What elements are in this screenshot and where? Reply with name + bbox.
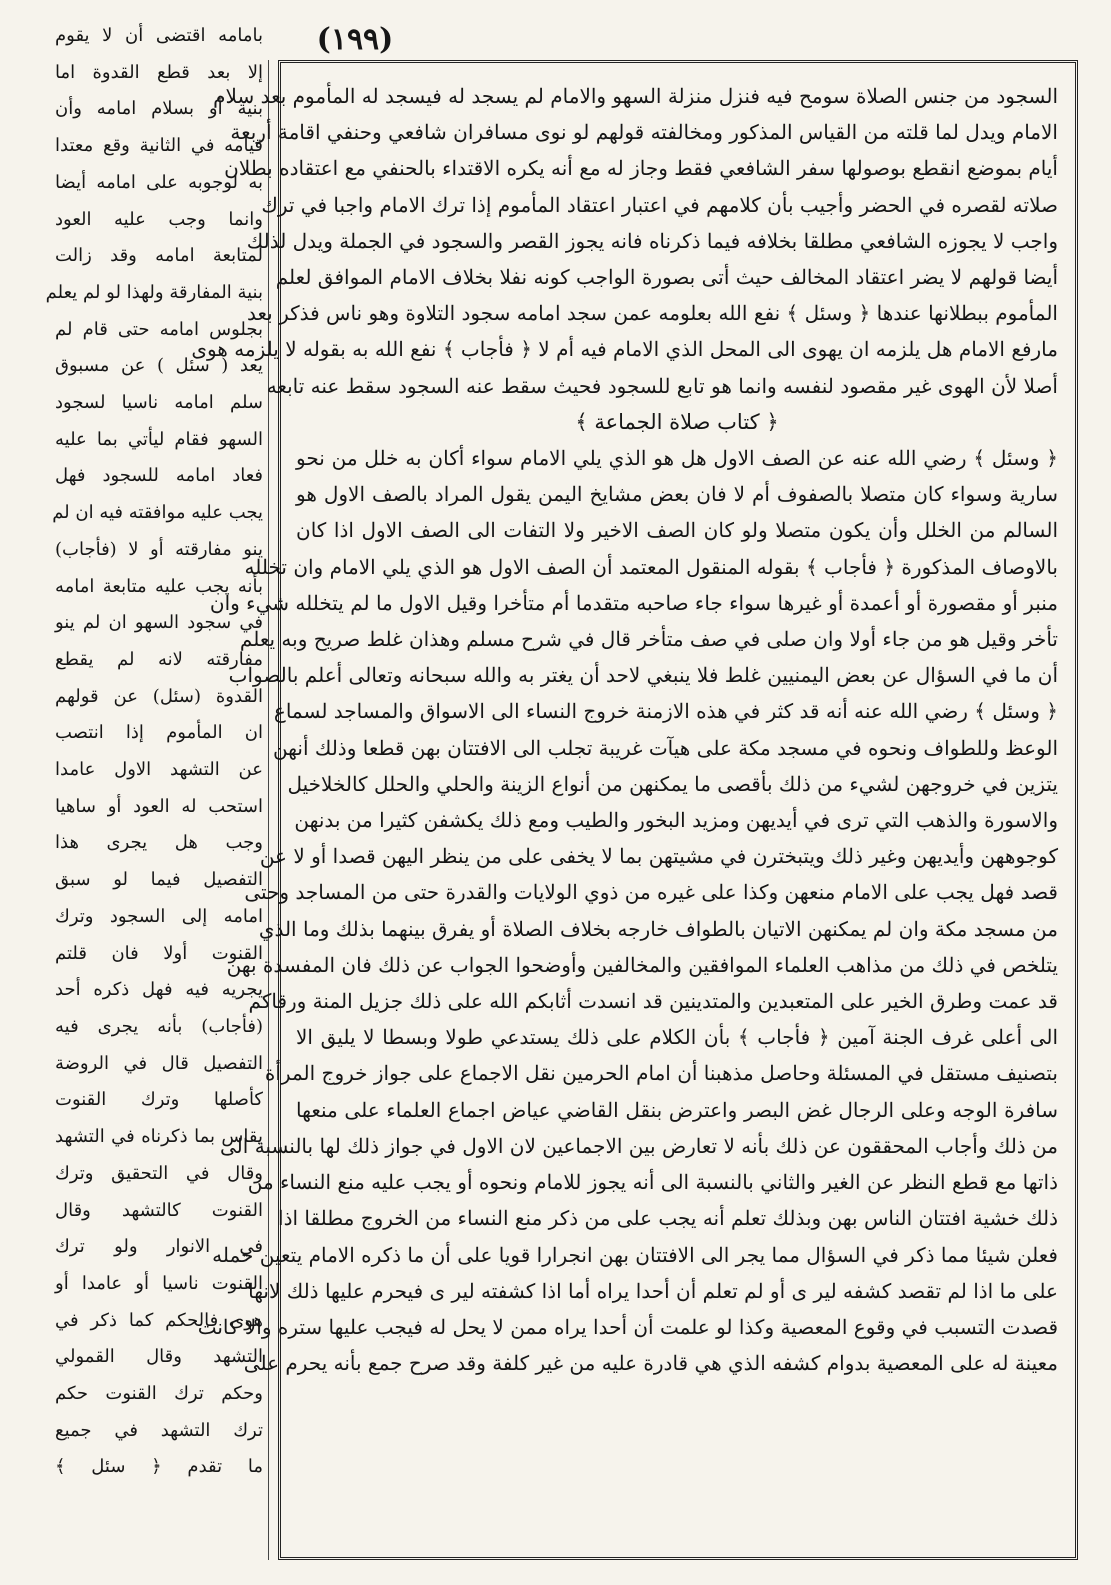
text-line: على ما اذا لم تقصد كشفه لير ى أو لم تعلم أن أحدا يراه أما اذا كشفته لير ى فيحرم عليها ذلك لانها	[248, 1278, 1058, 1303]
margin-line: وجب هل يجرى هذا	[55, 832, 263, 854]
text-line: صلاته لقصره في الحضر وأجيب بأن كلامهم في اعتبار اعتقاد المأموم إذا ترك الامام واجبا في ترك	[261, 192, 1058, 217]
text-line: ذلك خشية افتتان الناس بهن وبذلك تعلم أنه يجب على من ذكر منع النساء من الخروج مطلقا اذا	[278, 1206, 1058, 1231]
text-line: الوعظ وللطواف ونحوه في مسجد مكة على هيآت غريبة تجلب الى الافتتان بهن قطعا وذلك أنهن	[272, 735, 1058, 760]
margin-line: بأنه يجب عليه متابعة امامه	[55, 575, 263, 597]
text-line: السالم من الخلل وأن يكون متصلا ولو كان الصف الاخير ولا التفات الى الصف الاول اذا كان	[296, 518, 1058, 543]
margin-line: القنوت كالتشهد وقال	[55, 1199, 263, 1221]
margin-line: عن التشهد الاول عامدا	[55, 759, 263, 781]
margin-line: القدوة (سئل) عن قولهم	[55, 685, 263, 707]
text-line: كوجوههن وأيديهن وغير ذلك ويتبخترن في مشيتهن بما لا يخفى على من ينظر اليهن قصدا أو لا عن	[259, 844, 1058, 869]
margin-line: بامامه اقتضى أن لا يقوم	[55, 25, 263, 46]
margin-line: بنية المفارقة ولهذا لو لم يعلم	[45, 281, 263, 303]
text-line: أيام بموضع انقطع بوصولها سفر الشافعي فقط وجاز له مع أنه يكره الاقتداء بالحنفي مع اعتقاده بطلان	[224, 156, 1058, 181]
margin-line: فعاد امامه للسجود فهل	[55, 465, 263, 487]
margin-line: القنوت أولا فان قلتم	[55, 942, 263, 964]
margin-line: التشهد وقال القمولي	[55, 1346, 263, 1368]
text-line: يتلخص في ذلك من مذاهب العلماء الموافقين والمخالفين وأوضحوا الجواب عن ذلك فان المفسدة بهن	[226, 952, 1058, 977]
margin-line: لمتابعة امامه وقد زالت	[55, 245, 263, 267]
margin-line: يجب عليه موافقته فيه ان لم	[52, 502, 263, 524]
margin-line: يقاس بما ذكرناه في التشهد	[55, 1126, 263, 1148]
main-text-column	[191, 78, 1058, 1543]
margin-line: وقال في التحقيق وترك	[55, 1162, 263, 1184]
margin-commentary-column	[45, 18, 263, 1563]
text-line: ذاتها مع قطع النظر عن الغير والثاني بالنسبة الى أنه يجوز للامام ونحوه أو يجب عليه منع النساء من	[247, 1170, 1058, 1195]
margin-line: ينو مفارقته أو لا (فأجاب)	[55, 538, 263, 560]
margin-line: ما تقدم ﴿ سئل ﴾	[55, 1456, 263, 1478]
text-line: من مسجد مكة وان لم يمكنهن الاتيان بالطواف خارجه بخلاف الصلاة أو يفرق بينهما بذلك وما الذي	[258, 916, 1058, 941]
text-line: يتزين في خروجهن لشيء من ذلك بأقصى ما يمكنهن من أنواع الزينة والحلي والحلل كالخلاخيل	[287, 771, 1058, 796]
text-line: أصلا لأن الهوى غير مقصود لنفسه وانما هو تابع للسجود فحيث سقط عنه السجود سقط عنه تابعه	[266, 373, 1058, 398]
text-line: منبر أو مقصورة أو أعمدة أو غيرها سواء جاء صاحبه متقدما أم متأخرا وقيل الاول ما لم يتخلله شيء وان	[209, 590, 1058, 615]
text-line: سافرة الوجه وعلى الرجال غض البصر واعترض بنقل القاضي عياض اجماع العلماء على منعها	[296, 1097, 1058, 1122]
text-line: معينة له على المعصية بدوام كشفه الذي هي قادرة عليه من غير كلفة وقد صرح جمع بأنه يحرم على	[243, 1351, 1058, 1376]
margin-line: وحكم ترك القنوت حكم	[55, 1383, 263, 1405]
margin-line: بنية أو بسلام امامه وأن	[55, 98, 263, 120]
margin-line: استحب له العود أو ساهيا	[55, 795, 263, 817]
margin-line: التفصيل قال في الروضة	[55, 1052, 263, 1074]
text-line: من ذلك وأجاب المحققون عن ذلك بأنه لا تعارض بين الاجماعين لان الاول في جواز ذلك لها بالنسبة الى	[220, 1133, 1058, 1158]
text-line: تأخر وقيل هو من جاء أولا وان صلى في صف متأخر قال في شرح مسلم وهذان غلط صريح وبه يعلم	[239, 627, 1058, 652]
chapter-heading: ﴿ كتاب صلاة الجماعة ﴾	[575, 409, 779, 434]
margin-line: ترك التشهد في جميع	[55, 1419, 263, 1441]
margin-line: مفارقته لانه لم يقطع	[55, 648, 263, 670]
margin-line: يعد ( سئل ) عن مسبوق	[55, 355, 263, 377]
margin-line: السهو فقام ليأتي بما عليه	[55, 428, 263, 450]
margin-line: امامه إلى السجود وترك	[55, 905, 263, 927]
text-line: والاسورة والذهب التي ترى في أيديهن ومزيد البخور والطيب ومع ذلك يكشفن كثيرا من بدنهن	[294, 808, 1058, 833]
text-line: السجود من جنس الصلاة سومح فيه فنزل منزلة السهو والامام لم يسجد له فيسجد له المأموم بعد سلام	[213, 84, 1058, 108]
margin-line: إلا بعد قطع القدوة اما	[55, 61, 263, 83]
margin-line: سلم امامه ناسيا لسجود	[55, 392, 263, 414]
page-number: (١٩٩)	[316, 22, 394, 57]
text-line: مارفع الامام هل يلزمه ان يهوى الى المحل الذي الامام فيه أم لا ﴿ فأجاب ﴾ نفع الله به بقوله لا يلزمه هوى	[191, 337, 1058, 362]
text-line: ﴿ وسئل ﴾ رضي الله عنه أنه قد كثر في هذه الازمنة خروج النساء الى الاسواق والمساجد لسماع	[273, 699, 1058, 724]
margin-line: ان المأموم إذا انتصب	[55, 722, 263, 744]
text-line: الى أعلى غرف الجنة آمين ﴿ فأجاب ﴾ بأن الكلام على ذلك يستدعي طولا وبسطا لا يليق الا	[296, 1025, 1058, 1050]
margin-line: التفصيل فيما لو سبق	[55, 869, 263, 891]
margin-line: به لوجوبه على امامه أيضا	[55, 171, 263, 193]
text-line: بتصنيف مستقل في المسئلة وحاصل مذهبنا أن امام الحرمين نقل الاجماع على جواز خروج المرأة	[264, 1061, 1058, 1086]
margin-line: (فأجاب) بأنه يجرى فيه	[55, 1015, 263, 1037]
text-line: قد عمت وطرق الخير على المتعبدين والمتدينين قد انسدت أثابكم الله على ذلك جزيل المنة ورقاكم	[248, 989, 1058, 1014]
margin-line: وانما وجب عليه العود	[55, 208, 263, 230]
text-line: قصدت التسبب في وقوع المعصية وكذا لو علمت أن أحدا يراه ممن لا يحل له فيجب عليها ستره والا كانت	[197, 1314, 1058, 1339]
margin-line: في الانوار ولو ترك	[55, 1236, 263, 1258]
margin-line: في سجود السهو ان لم ينو	[55, 612, 263, 634]
text-line: أيضا قولهم لا يضر اعتقاد المخالف حيث أتى بصورة الواجب كونه نفلا بخلاف الامام الموافق لعلم	[275, 265, 1058, 290]
text-line: الامام ويدل لما قلته من القياس المذكور ومخالفته قولهم لو نوى مسافران شافعي وحنفي اقامة أربعة	[230, 120, 1058, 145]
text-line: سارية وسواء كان متصلا بالصفوف أم لا فان بعض مشايخ اليمن يقول المراد بالصف الاول هو	[296, 482, 1058, 507]
text-line: ﴿ وسئل ﴾ رضي الله عنه عن الصف الاول هل هو الذي يلي الامام سواء أكان به خلل من نحو	[296, 446, 1058, 471]
text-line: أن ما في السؤال عن بعض اليمنيين غلط فلا ينبغي لاحد أن يغتر به والله سبحانه وتعالى أعلم بالصواب	[228, 663, 1058, 688]
text-line: المأموم ببطلانها عندها ﴿ وسئل ﴾ نفع الله بعلومه عمن سجد امامه سجود التلاوة وهو ناس فذكر بعد	[247, 301, 1058, 326]
margin-line: القنوت ناسيا أو عامدا أو	[55, 1272, 263, 1294]
margin-line: كأصلها وترك القنوت	[55, 1089, 263, 1111]
margin-line: بجلوس امامه حتى قام لم	[55, 318, 263, 340]
margin-line: هوى فالحكم كما ذكر في	[55, 1309, 263, 1331]
text-line: قصد فهل يجب على الامام منعهن وكذا على غيره من ذوي الولايات والقدرة حتى من المساجد وحتى	[244, 880, 1058, 905]
text-line: فعلن شيئا مما ذكر في السؤال مما يجر الى الافتتان بهن انجرارا قويا على أن ما ذكره الامام يتعين حمله	[212, 1242, 1058, 1267]
margin-line: قيامه في الثانية وقع معتدا	[55, 135, 263, 157]
text-line: واجب لا يجوزه الشافعي مطلقا بخلافه فيما ذكرناه فانه يجوز القصر والسجود في الجملة ويدل لذلك	[246, 228, 1058, 253]
margin-line: يجريه فيه فهل ذكره أحد	[55, 979, 263, 1001]
text-line: بالاوصاف المذكورة ﴿ فأجاب ﴾ بقوله المنقول المعتمد أن الصف الاول هو الذي يلي الامام وان تخلله	[244, 554, 1058, 579]
